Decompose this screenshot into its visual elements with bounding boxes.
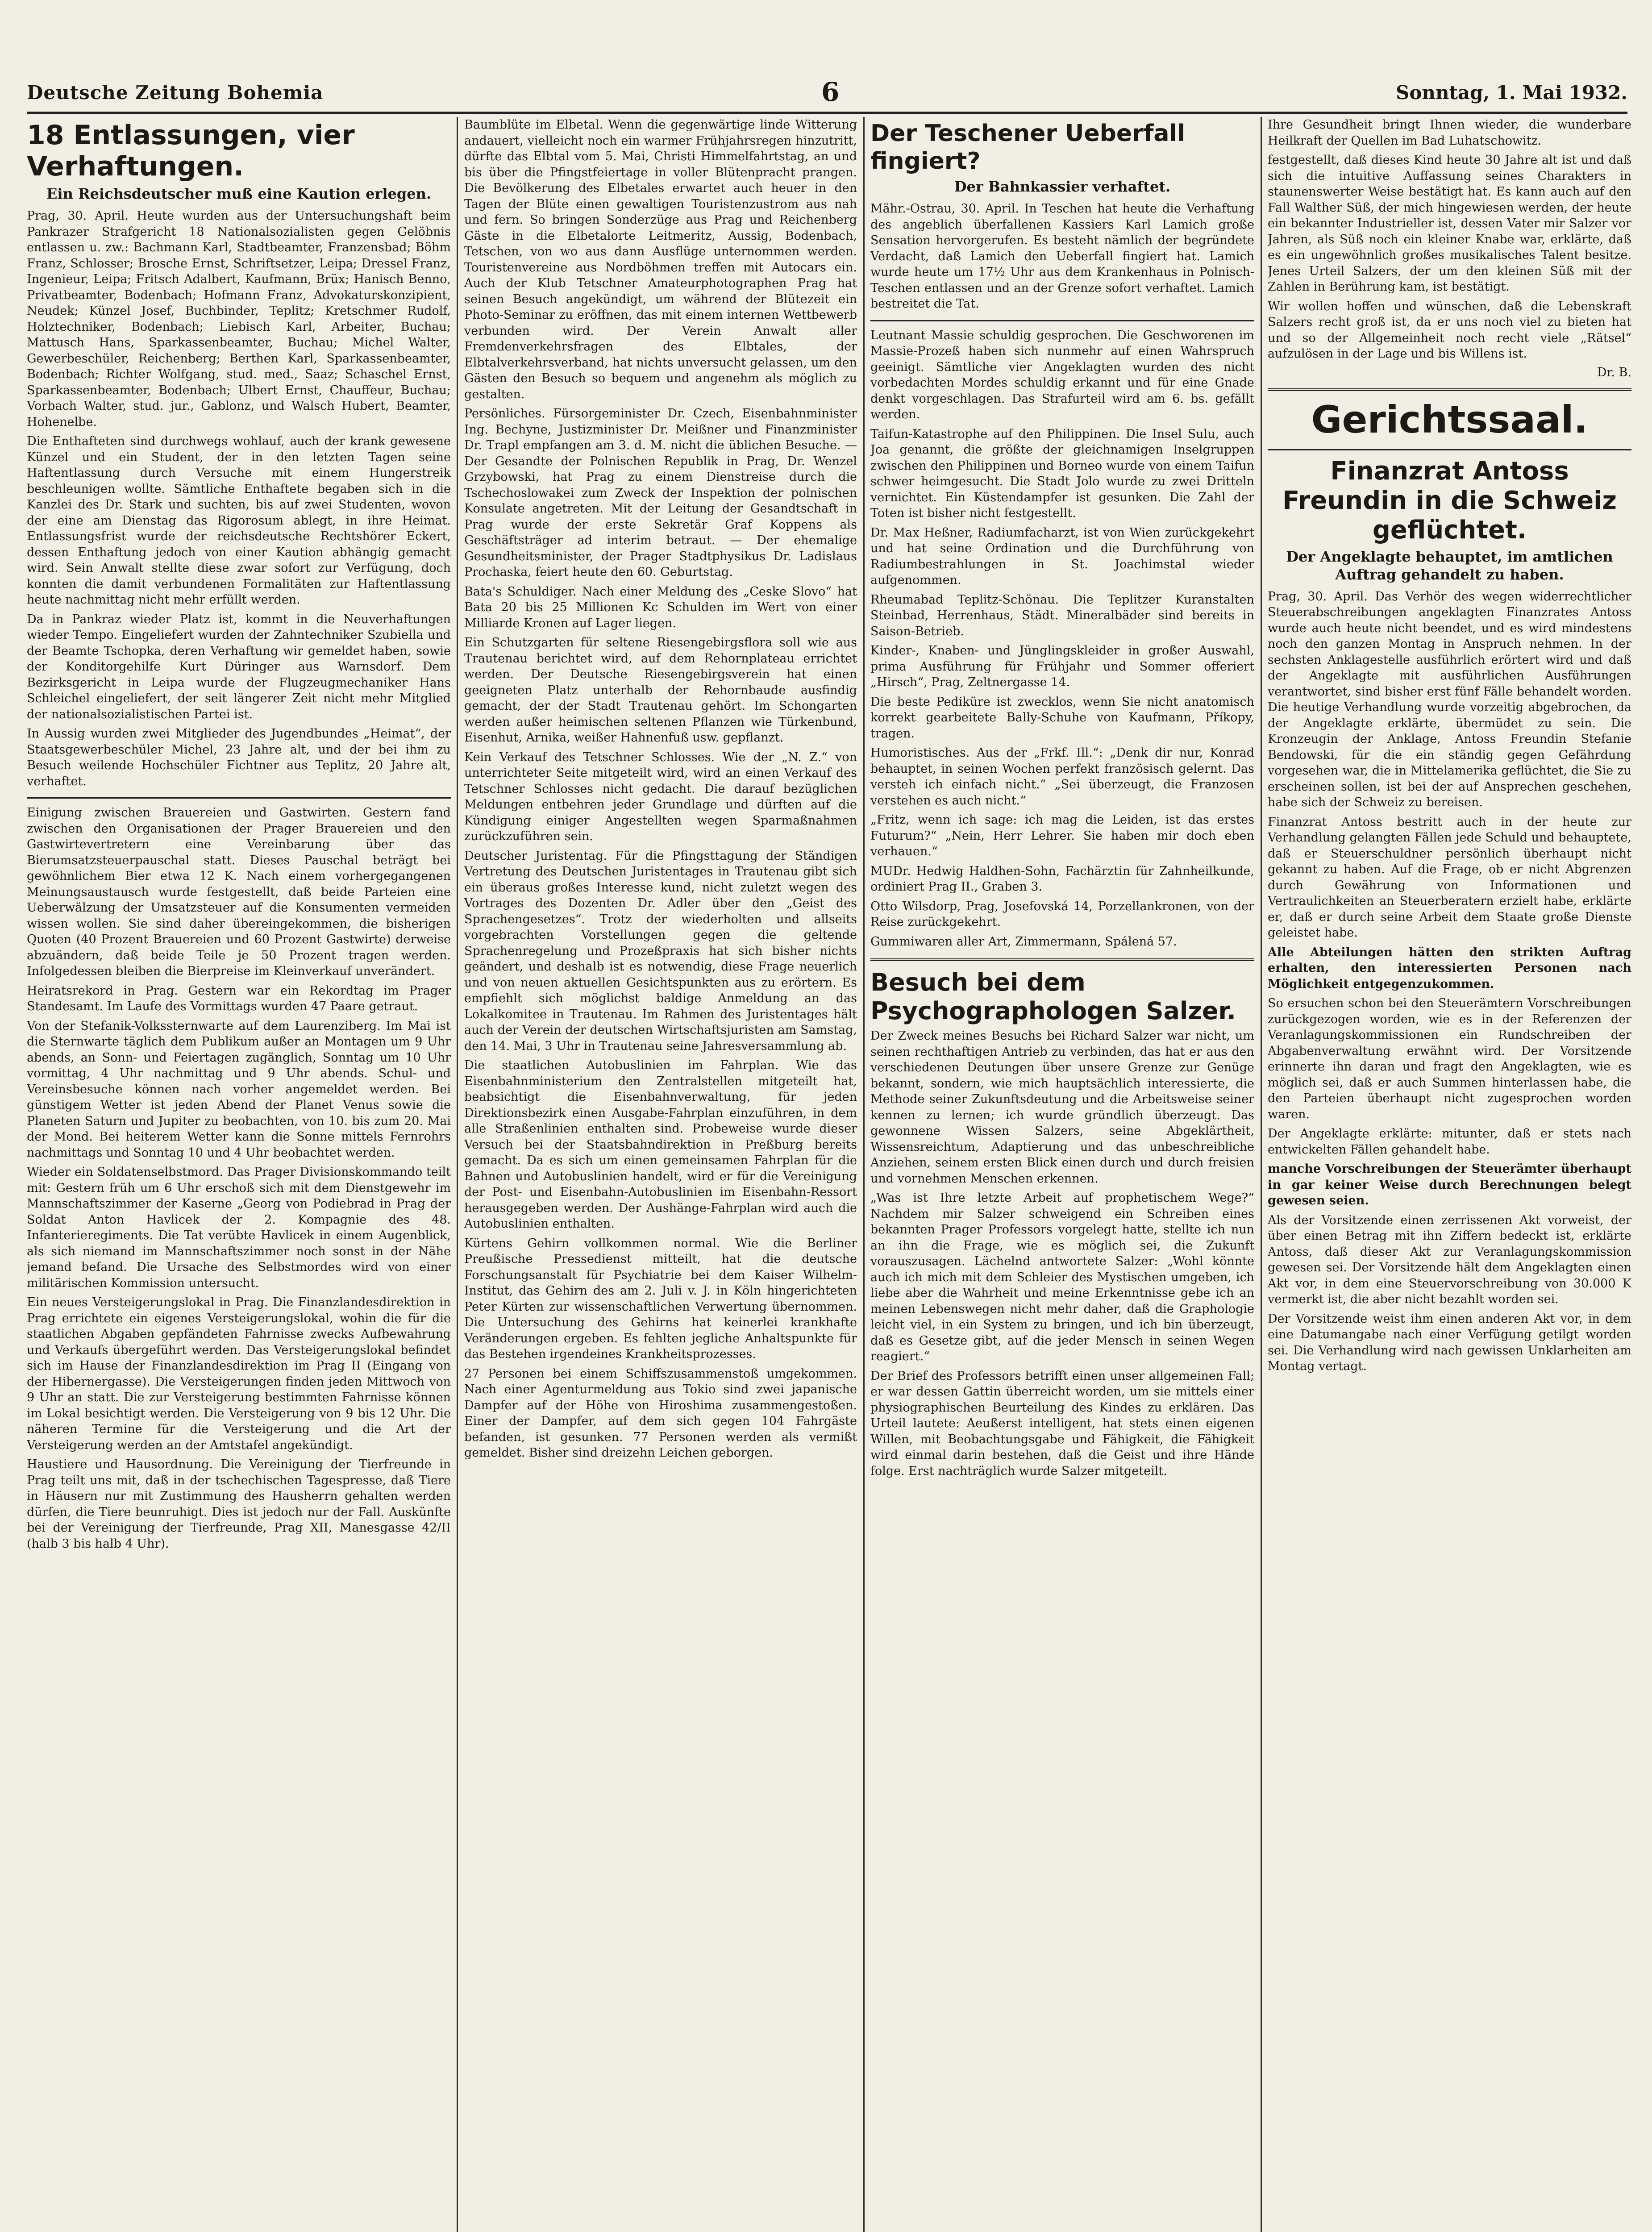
paragraph: Ein neues Versteigerungslokal in Prag. Die Finanzlandesdirektion in Prag errichtete ein eigenes Versteigerungslokal, wohin die für die staatlichen Abgaben gepfändeten Fahrnisse zwecks Aufbewahrung und Verkaufs übergeführt werden. Das Versteigerungslokal befindet sich im Hause der Finanzlandesdirektion im Prag II (Eingang von der Hibernergasse). Die Versteigerungen finden jeden Mittwoch von 9 Uhr an statt. Die zur Versteigerung bestimmten Fahrnisse können im Lokal besichtigt werden. Die Versteigerung von 9 bis 12 Uhr. Die näheren Termine für die Versteigerung und die Art der Versteigerung werden an der Amtstafel angekündigt. bbox=[27, 1295, 451, 1452]
paragraph: Von der Stefanik-Volkssternwarte auf dem Laurenziberg. Im Mai ist die Sternwarte täglich dem Publikum außer an Montagen um 9 Uhr abends, an Sonn- und Feiertagen zugänglich, Sonntag um 10 Uhr vormittag, 4 Uhr nachmittag und 9 Uhr abends. Schul- und Vereinsbesuche können nach vorher angemeldet werden. Bei günstigem Wetter ist jeden Abend der Planet Venus sowie die Planeten Saturn und Jupiter zu beobachten, von 10. bis zum 20. Mai der Mond. Bei heiterem Wetter kann die Sonne mittels Fernrohrs nachmittags und Sonntag 10 und 4 Uhr beobachtet werden. bbox=[27, 1019, 451, 1160]
paragraph: Einigung zwischen Brauereien und Gastwirten. Gestern fand zwischen den Organisationen der Prager Brauereien und den Gastwirtevertretern eine Vereinbarung über das Bierumsatzsteuerpauschal statt. Dieses Pauschal beträgt bei gewöhnlichem Bier etwa 12 K. Nach einem vorhergegangenen Meinungsaustausch wurde festgestellt, daß beide Parteien eine Ueberwälzung der Umsatzsteuer auf die Konsumenten vermeiden wissen wollen. Sie sind daher übereingekommen, die bisherigen Quoten (40 Prozent Brauereien und 60 Prozent Gastwirte) derweise abzuändern, daß beide Teile je 50 Prozent tragen werden. Infolgedessen bleiben die Bierpreise im Kleinverkauf unverändert. bbox=[27, 806, 451, 978]
paragraph: MUDr. Hedwig Haldhen-Sohn, Fachärztin für Zahnheilkunde, ordiniert Prag II., Graben 3. bbox=[870, 864, 1254, 894]
article-title: 18 Entlassungen, vier Verhaftungen. bbox=[27, 120, 355, 182]
paragraph: Haustiere und Hausordnung. Die Vereinigung der Tierfreunde in Prag teilt uns mit, daß in der tschechischen Tagespresse, daß Tiere in Häusern nur mit Zustimmung des Hausherrn gehalten werden dürfen, die Tiere beunruhigt. Dies ist jedoch nur der Fall. Auskünfte bei der Vereinigung der Tierfreunde, Prag XII, Manesgasse 42/II (halb 3 bis halb 4 Uhr). bbox=[27, 1457, 451, 1551]
paragraph: „Was ist Ihre letzte Arbeit auf prophetischem Wege?“ Nachdem mir Salzer schweigend ein Schreiben eines bekannten Prager Professors vorgelegt hatte, stellte ich nun an ihn die Frage, wie es möglich sei, die Zukunft vorauszusagen. Lächelnd antwortete Salzer: „Wohl könnte auch ich mich mit dem Schleier des Mystischen umgeben, ich liebe aber die Wahrheit und meine Erkenntnisse gebe ich an meinen Lebenswegen nicht mehr daher, daß die Graphologie leicht viel, in ein System zu bringen, und ich bin überzeugt, daß es Gesetze gibt, auf die jeder Mensch in seinen Wegen reagiert.“ bbox=[870, 1191, 1254, 1363]
paragraph: Kürtens Gehirn vollkommen normal. Wie die Berliner Preußische Pressedienst mitteilt, hat die deutsche Forschungsanstalt für Psychiatrie bei dem Kaiser Wilhelm-Institut, das Gehirn des am 2. Juli v. J. in Köln hingerichteten Peter Kürten zur wissenschaftlichen Verwertung übernommen. Die Untersuchung des Gehirns hat keinerlei krankhafte Veränderungen ergeben. Es fehlten jegliche Anhaltspunkte für das Bestehen irgendeines Krankheitsprozesses. bbox=[464, 1236, 857, 1361]
paragraph: festgestellt, daß dieses Kind heute 30 Jahre alt ist und daß sich die intuitive Auffassung seines Charakters in staunenswerter Weise bestätigt hat. Es kann auch auf den Fall Walther Süß, der mich hingewiesen werden, der heute ein bekannter Industrieller ist, dessen Vater mir Salzer vor Jahren, als Süß noch ein kleiner Knabe war, erklärte, daß es ein ungewöhnlich großes musikalisches Talent besitze. Jenes Urteil Salzers, der um den kleinen Süß mit der Zahlen in Berührung kam, ist bestätigt. bbox=[1268, 153, 1631, 294]
paragraph: Prag, 30. April. Das Verhör des wegen widerrechtlicher Steuerabschreibungen angeklagten Finanzrates Antoss wurde auch heute nicht beendet, und es wird mindestens noch den ganzen Montag in Anspruch nehmen. In der sechsten Anklagestelle ausführlich erörtert wird und daß der Angeklagte mit ausführlichen Ausführungen verantwortet, sind bisher erst fünf Fälle behandelt worden. Die heutige Verhandlung wurde vorzeitig abgebrochen, da der Angeklagte erklärte, übermüdet zu sein. Die Kronzeugin der Anklage, Antoss Freundin Stefanie Bendowski, für die ein ständig gegen Gefährdung vorgesehen war, die in Mittelamerika geflüchtet, die Sie zu erscheinen sollen, ist bei der auf Ansprechen geschehen, habe sich der Schweiz zu bereisen. bbox=[1268, 589, 1631, 809]
paragraph: Prag, 30. April. Heute wurden aus der Untersuchungshaft beim Pankrazer Strafgericht 18 Nationalsozialisten gegen Gelöbnis entlassen u. zw.: Bachmann Karl, Stadtbeamter, Franzensbad; Böhm Franz, Schlosser; Brosche Ernst, Schriftsetzer, Leipa; Dressel Franz, Ingenieur, Leipa; Fritsch Adalbert, Kaufmann, Brüx; Hanisch Benno, Privatbeamter, Bodenbach; Hofmann Franz, Advokaturskonzipient, Neudek; Künzel Josef, Buchbinder, Teplitz; Kretschmer Rudolf, Holztechniker, Bodenbach; Liebisch Karl, Arbeiter, Buchau; Mattusch Hans, Sparkassenbeamter, Buchau; Michel Walter, Gewerbeschüler, Reichenberg; Berthen Karl, Sparkassenbeamter, Bodenbach; Richter Wolfgang, stud. med., Saaz; Schaschel Ernst, Sparkassenbeamter, Bodenbach; Ulbert Ernst, Chauffeur, Buchau; Vorbach Walter, stud. jur., Gablonz, und Walsch Hubert, Beamter, Hohenelbe. bbox=[27, 209, 451, 429]
article-title: Besuch bei dem Psychographologen Salzer. bbox=[870, 968, 1236, 1025]
column-rule bbox=[863, 117, 865, 2232]
paragraph: Ein Schutzgarten für seltene Riesengebirgsflora soll wie aus Trautenau berichtet wird, auf dem Rehornplateau errichtet werden. Der Deutsche Riesengebirgsverein hat einen geeigneten Platz unterhalb der Rehornbaude ausfindig gemacht, der der Stadt Trautenau gehört. Im Schongarten werden außer heimischen seltenen Pflanzen wie Türkenbund, Eisenhut, Arnika, weißer Hahnenfuß usw. gepflanzt. bbox=[464, 636, 857, 745]
paragraph: Bata's Schuldiger. Nach einer Meldung des „Ceske Slovo“ hat Bata 20 bis 25 Millionen Kc Schulden im Wert von einer Milliarde Kronen auf Lager liegen. bbox=[464, 584, 857, 630]
divider bbox=[1268, 449, 1631, 450]
paragraph: Otto Wilsdorp, Prag, Josefovská 14, Porzellankronen, von der Reise zurückgekehrt. bbox=[870, 899, 1254, 929]
page-number: 6 bbox=[821, 77, 840, 107]
paragraph: Humoristisches. Aus der „Frkf. Ill.“: „Denk dir nur, Konrad behauptet, in seinen Wochen perfekt französisch gelernt. Das versteh ich einfach nicht.“ „Sei überzeugt, die Franzosen verstehen es auch nicht.“ bbox=[870, 746, 1254, 808]
article-subtitle: Der Bahnkassier verhaftet. bbox=[954, 178, 1171, 195]
paragraph: Alle Abteilungen hätten den strikten Auftrag erhalten, den interessierten Personen nach Möglichkeit entgegenzukommen. bbox=[1268, 945, 1631, 991]
column-rule bbox=[457, 117, 458, 2232]
divider bbox=[27, 797, 451, 799]
paragraph: So ersuchen schon bei den Steuerämtern Vorschreibungen zurückgezogen worden, wie es in der Referenzen der Veranlagungskommissionen ein Rundschreiben der Abgabenverwaltung erwähnt wird. Der Vorsitzende erinnerte ihn daran und fragt den Angeklagten, wie es möglich sei, daß er auch Summen hinterlassen habe, die den Parteien überhaupt nicht zugesprochen worden waren. bbox=[1268, 996, 1631, 1121]
column-1 bbox=[27, 117, 451, 2232]
paragraph: Finanzrat Antoss bestritt auch in der heute zur Verhandlung gelangten Fällen jede Schuld und behauptete, daß er Steuerschuldner persönlich überhaupt nicht gekannt zu haben. Auf die Frage, ob er nicht Abgrenzen durch Gewährung von Informationen und Vertraulichkeiten an Steuerberatern erzielt habe, erklärte er, daß er durch seine Arbeit dem Staate große Dienste geleistet habe. bbox=[1268, 815, 1631, 940]
paragraph: Gummiwaren aller Art, Zimmermann, Spálená 57. bbox=[870, 934, 1177, 949]
masthead bbox=[27, 71, 1627, 114]
divider bbox=[1268, 388, 1631, 391]
paragraph: Rheumabad Teplitz-Schönau. Die Teplitzer Kuranstalten Steinbad, Herrenhaus, Städt. Mineralbäder sind bereits in Saison-Betrieb. bbox=[870, 592, 1254, 638]
issue-date: Sonntag, 1. Mai 1932. bbox=[1396, 82, 1627, 104]
divider bbox=[870, 958, 1254, 961]
paragraph: Die Enthafteten sind durchwegs wohlauf, auch der krank gewesene Künzel und ein Student, der in den letzten Tagen seine Haftentlassung durch Versuche mit einem Hungerstreik beschleunigen wollte. Sämtliche Enthaftete begaben sich in die Kanzlei des Dr. Stark und suchten, bis auf zwei Studenten, wovon der eine am Dienstag das Rigorosum ablegt, in ihre Heimat. Entlassungsfrist wurde der reichsdeutsche Rechtshörer Eckert, dessen Enthaftung jedoch von einer Kaution abhängig gemacht wird. Sein Anwalt stellte diese zwar sofort zur Verfügung, doch konnten die damit verbundenen Formalitäten zur Haftentlassung heute nachmittag nicht mehr erfüllt werden. bbox=[27, 434, 451, 607]
paragraph: Der Vorsitzende weist ihm einen anderen Akt vor, in dem eine Datumangabe nach einer Verfügung getilgt worden sei. Die Verhandlung wird nach gewissen Unklarheiten am Montag vertagt. bbox=[1268, 1312, 1631, 1373]
author-signature: Dr. B. bbox=[1597, 365, 1631, 379]
paragraph: Die staatlichen Autobuslinien im Fahrplan. Wie das Eisenbahnministerium den Zentralstellen mitgeteilt hat, beabsichtigt die Eisenbahnverwaltung, für jeden Direktionsbezirk einen Ausgabe-Fahrplan einzuführen, in dem alle Straßenlinien enthalten sind. Probeweise wurde dieser Versuch bei der Staatsbahndirektion in Preßburg bereits gemacht. Da es sich um einen gemeinsamen Fahrplan für die Bahnen und Autobuslinien handelt, wird er für die Vereinigung der Post- und Eisenbahn-Autobuslinien im Eisenbahn-Ressort herausgegeben werden. Der Aushänge-Fahrplan wird auch die Autobuslinien enthalten. bbox=[464, 1058, 857, 1231]
paragraph: In Aussig wurden zwei Mitglieder des Jugendbundes „Heimat“, der Staatsgewerbeschüler Michel, 23 Jahre alt, und der bei ihm zu Besuch weilende Hochschüler Fichtner aus Teplitz, 20 Jahre alt, verhaftet. bbox=[27, 727, 451, 788]
paragraph: „Fritz, wenn ich sage: ich mag die Leiden, ist das erstes Futurum?“ „Nein, Herr Lehrer. Sie haben mir doch eben verhauen.“ bbox=[870, 813, 1254, 858]
paragraph: Da in Pankraz wieder Platz ist, kommt in die Neuverhaftungen wieder Tempo. Eingeliefert wurden der Zahntechniker Szubiella und der Beamte Tschopka, deren Verhaftung wir gemeldet haben, sowie der Konditorgehilfe Kurt Düringer aus Warnsdorf. Dem Bezirksgericht in Leipa wurde der Flugzeugmechaniker Hans Schleichel eingeliefert, der seit längerer Zeit nicht mehr Mitglied der nationalsozialistischen Partei ist. bbox=[27, 612, 451, 721]
paragraph: 27 Personen bei einem Schiffszusammenstoß umgekommen. Nach einer Agenturmeldung aus Tokio sind zwei japanische Dampfer auf der Höhe von Hiroshima zusammengestoßen. Einer der Dampfer, auf dem sich gegen 104 Fahrgäste befanden, ist gesunken. 77 Personen werden als vermißt gemeldet. Bisher sind dreizehn Leichen geborgen. bbox=[464, 1366, 857, 1460]
paragraph: Der Zweck meines Besuchs bei Richard Salzer war nicht, um seinen rechthaftigen Antrieb zu verbinden, das hat er aus den verschiedenen Deutungen über unsere Grenze zur Genüge bekannt, sondern, wie mich hauptsächlich interessierte, die Methode seiner Zukunftsdeutung und die Arbeitsweise seiner kennen zu lernen; ich wurde gründlich überzeugt. Das gewonnene Wissen Salzers, seine Abgeklärtheit, Wissensreichtum, Adaptierung und das unbeschreibliche Anziehen, seinem ersten Blick einen durch und durch freisien und vornehmen Menschen erkennen. bbox=[870, 1029, 1254, 1186]
paragraph: Der Brief des Professors betrifft einen unser allgemeinen Fall; er war dessen Gattin überreicht worden, um sie mittels einer physiographischen Beurteilung des Kindes zu erklären. Das Urteil lautete: Aeußerst intelligent, hat stets einen eigenen Willen, mit Beobachtungsgabe und Fähigkeit, die Fähigkeit wird einmal darin bestehen, daß die Geist und ihre Hände folge. Erst nachträglich wurde Salzer mitgeteilt. bbox=[870, 1369, 1254, 1478]
paragraph: Mähr.-Ostrau, 30. April. In Teschen hat heute die Verhaftung des angeblich überfallenen Kassiers Karl Lamich große Sensation hervorgerufen. Es besteht nämlich der begründete Verdacht, daß Lamich den Ueberfall fingiert hat. Lamich wurde heute um 17½ Uhr aus dem Krankenhaus in Polnisch-Teschen entlassen und an der Grenze sofort verhaftet. Lamich bestreitet die Tat. bbox=[870, 202, 1254, 311]
paragraph: manche Vorschreibungen der Steuerämter überhaupt in gar keiner Weise durch Berechnungen belegt gewesen seien. bbox=[1268, 1162, 1631, 1208]
paragraph: Als der Vorsitzende einen zerrissenen Akt vorweist, der über einen Betrag mit ihn Ziffern bedeckt ist, erklärte Antoss, daß dieser Akt zur Veranlagungskommission gewesen sei. Der Vorsitzende hält dem Angeklagten einen Akt vor, in dem eine Steuervorschreibung von 30.000 K vermerkt ist, die aber nicht bezahlt worden sei. bbox=[1268, 1213, 1631, 1306]
paragraph: Wieder ein Soldatenselbstmord. Das Prager Divisionskommando teilt mit: Gestern früh um 6 Uhr erschoß sich mit dem Dienstgewehr im Mannschaftszimmer der Kaserne „Georg von Podiebrad in Prag der Soldat Anton Havlicek der 2. Kompagnie des 48. Infanterieregiments. Die Tat verübte Havlicek in einem Augenblick, als sich niemand im Mannschaftszimmer noch sonst in der Nähe jemand befand. Die Ursache des Selbstmordes wird von einer militärischen Kommission untersucht. bbox=[27, 1165, 451, 1290]
article-subtitle: Der Angeklagte behauptet, im amtlichen Auftrag gehandelt zu haben. bbox=[1286, 548, 1613, 583]
paragraph: Taifun-Katastrophe auf den Philippinen. Die Insel Sulu, auch Joa genannt, die größte der gleichnamigen Inselgruppen zwischen den Philippinen und Borneo wurde von einem Taifun schwer heimgesucht. Die Stadt Jolo wurde zu zwei Dritteln vernichtet. Ein Küstendampfer ist gesunken. Die Zahl der Toten ist bisher nicht festgestellt. bbox=[870, 427, 1254, 520]
paragraph: Wir wollen hoffen und wünschen, daß die Lebenskraft Salzers recht groß ist, da er uns noch viel zu bieten hat und so der Allgemeinheit noch recht viele „Rätsel“ aufzulösen in der Lage und bis Willens ist. bbox=[1268, 299, 1631, 361]
paragraph: Kein Verkauf des Tetschner Schlosses. Wie der „N. Z.“ von unterrichteter Seite mitgeteilt wird, wird an einen Verkauf des Tetschner Schlosses nicht gedacht. Die darauf bezüglichen Meldungen entbehren jeder Grundlage und dürften auf die Kündigung einiger Angestellten wegen Sparmaßnahmen zurückzuführen sein. bbox=[464, 750, 857, 843]
column-rule bbox=[1261, 117, 1262, 2232]
article-title: Finanzrat Antoss Freundin in die Schweiz geflüchtet. bbox=[1282, 456, 1617, 545]
paragraph: Persönliches. Fürsorgeminister Dr. Czech, Eisenbahnminister Ing. Bechyne, Justizminister Dr. Meißner und Finanzminister Dr. Trapl empfangen am 3. d. M. nicht die üblichen Besuche. — Der Gesandte der Polnischen Republik in Prag, Dr. Wenzel Grzybowski, hat Prag zu einem Dienstreise durch die Tschechoslowakei zum Zweck der Inspektion der polnischen Konsulate angetreten. Mit der Leitung der Gesandtschaft in Prag wurde der erste Sekretär Graf Koppens als Geschäftsträger ad interim betraut. — Der ehemalige Gesundheitsminister, der Prager Stadtphysikus Dr. Ladislaus Prochaska, feiert heute den 60. Geburtstag. bbox=[464, 407, 857, 579]
article-title: Der Teschener Ueberfall fingiert? bbox=[870, 120, 1186, 175]
paragraph: Leutnant Massie schuldig gesprochen. Die Geschworenen im Massie-Prozeß haben sich nunmehr auf einen Wahrspruch geeinigt. Sämtliche vier Angeklagten wurden des nicht vorbedachten Mordes schuldig erkannt und für eine Gnade denkt vorgeschlagen. Das Strafurteil wird am 6. bs. gefällt werden. bbox=[870, 328, 1254, 421]
column-2 bbox=[464, 117, 857, 2232]
divider bbox=[870, 320, 1254, 321]
column-4 bbox=[1268, 117, 1631, 2232]
paragraph: Dr. Max Heßner, Radiumfacharzt, ist von Wien zurückgekehrt und hat seine Ordination und die Durchführung von Radiumbestrahlungen in St. Joachimstal wieder aufgenommen. bbox=[870, 525, 1254, 587]
column-3 bbox=[870, 117, 1254, 2232]
paragraph: Baumblüte im Elbetal. Wenn die gegenwärtige linde Witterung andauert, vielleicht noch ein warmer Frühjahrsregen hinzutritt, dürfte das Elbtal vom 5. Mai, Christi Himmelfahrtstag, an und bis über die Pfingstfeiertage in voller Blütenpracht prangen. Die Bevölkerung des Elbetales erwartet auch heuer in den Tagen der Blüte einen gewaltigen Touristenzustrom aus nah und fern. So bringen Sonderzüge aus Prag und Reichenberg Gäste in die Elbetalorte Leitmeritz, Aussig, Bodenbach, Tetschen, von wo aus dann Ausflüge unternommen werden. Touristenvereine aus Nordböhmen treffen mit Autocars ein. Auch der Klub Tetschner Amateurphotographen Prag hat seinen Besuch angekündigt, um während der Blütezeit ein Photo-Seminar zu eröffnen, das mit einem internen Wettbewerb verbunden wird. Der Verein Anwalt aller Fremdenverkehrsfragen des Elbtales, der Elbtalverkehrsverband, hat nichts unversucht gelassen, um den Gästen den Besuch so bequem und angenehm als möglich zu gestalten. bbox=[464, 118, 857, 401]
section-heading: Gerichtssaal. bbox=[1311, 397, 1588, 441]
paragraph: Heiratsrekord in Prag. Gestern war ein Rekordtag im Prager Standesamt. Im Laufe des Vormittags wurden 47 Paare getraut. bbox=[27, 983, 451, 1013]
paragraph: Die beste Pediküre ist zwecklos, wenn Sie nicht anatomisch korrekt gearbeitete Bally-Schuhe von Kaufmann, Příkopy, tragen. bbox=[870, 695, 1254, 741]
paragraph: Deutscher Juristentag. Für die Pfingsttagung der Ständigen Vertretung des Deutschen Juristentages in Trautenau gibt sich ein überaus großes Interesse kund, nicht zuletzt wegen des Vortrages des Dozenten Dr. Adler über den „Geist des Sprachengesetzes“. Trotz der wiederholten und allseits vorgebrachten Vorstellungen gegen die geltende Sprachenregelung und Prozeßpraxis hat sich bisher nichts geändert, und deshalb ist es notwendig, diese Frage neuerlich und von neuen aktuellen Gesichtspunkten aus zu erörtern. Es empfiehlt sich möglichst baldige Anmeldung an das Lokalkomitee in Trautenau. Im Rahmen des Juristentages hält auch der Verein der deutschen Wirtschaftsjuristen am Samstag, den 14. Mai, 3 Uhr in Trautenau seine Jahresversammlung ab. bbox=[464, 849, 857, 1053]
paper-name: Deutsche Zeitung Bohemia bbox=[27, 82, 324, 104]
paragraph: Kinder-, Knaben- und Jünglingskleider in großer Auswahl, prima Ausführung für Frühjahr und Sommer offeriert „Hirsch“, Prag, Zeltnergasse 14. bbox=[870, 644, 1254, 689]
article-subtitle: Ein Reichsdeutscher muß eine Kaution erlegen. bbox=[46, 185, 431, 202]
paragraph: Der Angeklagte erklärte: mitunter, daß er stets nach entwickelten Fällen gehandelt habe. bbox=[1268, 1127, 1631, 1157]
paragraph: Ihre Gesundheit bringt Ihnen wieder, die wunderbare Heilkraft der Quellen im Bad Luhatschowitz. bbox=[1268, 118, 1631, 148]
